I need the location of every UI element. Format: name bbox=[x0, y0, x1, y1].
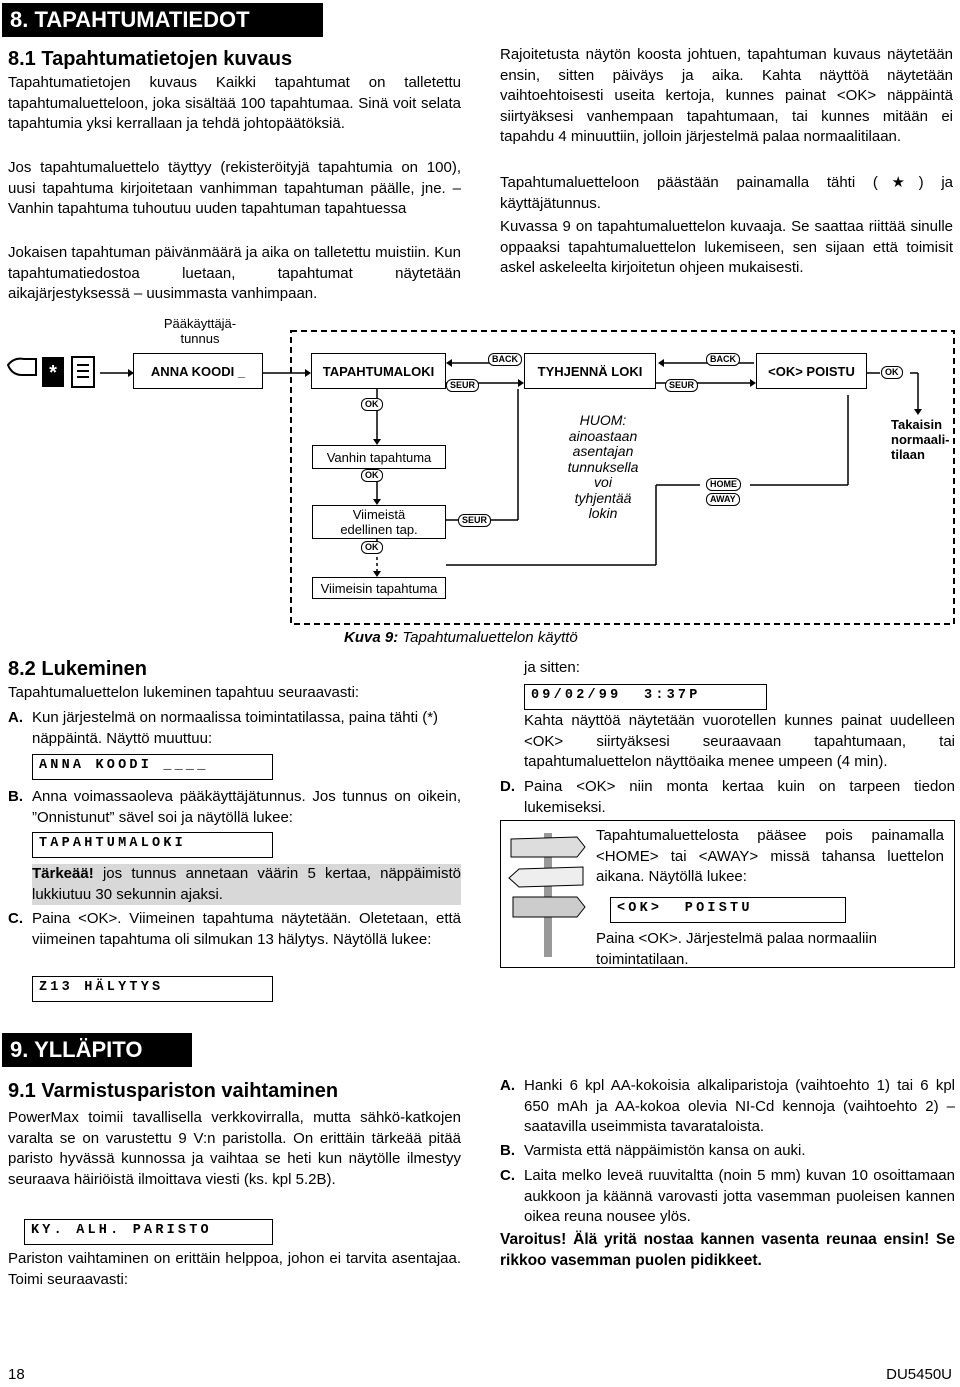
section-heading: 8. TAPAHTUMATIEDOT bbox=[2, 3, 323, 37]
document-code: DU5450U bbox=[886, 1366, 952, 1383]
flow-diagram bbox=[0, 305, 960, 645]
screen-tapahtumaloki: TAPAHTUMALOKI bbox=[311, 353, 446, 389]
screen-vanhin: Vanhin tapahtuma bbox=[312, 445, 446, 469]
back-key: BACK bbox=[706, 353, 740, 366]
step-text: Anna voimassaoleva pääkäyttäjätunnus. Jos tunnus on oikein, ”Onnistunut” sävel soi ja näytöllä lukee: bbox=[32, 788, 461, 826]
paragraph: Pariston vaihtaminen on erittäin helppoa, johon ei tarvita asentajaa. Toimi seuraavasti: bbox=[8, 1250, 461, 1288]
screen-viimeisin: Viimeisin tapahtuma bbox=[312, 577, 446, 599]
step-text: Paina <OK> niin monta kertaa kuin on tarpeen tiedon lukemiseksi. bbox=[524, 778, 955, 816]
warning-label: Tärkeää! bbox=[32, 865, 94, 882]
screen-ok-poistu: <OK> POISTU bbox=[756, 353, 867, 389]
keypad-hand-icon bbox=[8, 357, 94, 387]
ok-key: OK bbox=[881, 366, 903, 379]
screen-tyhjenna-loki: TYHJENNÄ LOKI bbox=[524, 353, 656, 389]
seur-key: SEUR bbox=[665, 379, 698, 392]
warning-note bbox=[32, 864, 461, 905]
step-label: C. bbox=[500, 1167, 515, 1184]
home-key: HOME bbox=[706, 478, 741, 491]
paragraph: Jos tapahtumaluettelo täyttyy (rekisteröityjä tapahtumia on 100), uusi tapahtuma kirjoitetaan vanhimman tapahtuman päälle, jne. – Vanhin tapahtuma tuhoutuu uuden tapahtuman tapahtuessa bbox=[8, 159, 461, 217]
lcd-display: <OK> POISTU bbox=[610, 897, 846, 923]
note-huom: HUOM: ainoastaan asentajan tunnuksella voi tyhjentää lokin bbox=[567, 412, 639, 521]
paragraph: Rajoitetusta näytön koosta johtuen, tapahtuman kuvaus näytetään ensin, sitten päiväys ja aika. Kahta näyttöä näytetään vaihtoehtoisesti useita kertoja, kunnes painat <OK> näppäintä siirtyäksesi vanhempaan tapahtumaan, tai kunnes mitään ei tapahdu 4 minuuttiin, jolloin järjestelmä palaa normaalitilaan. bbox=[500, 46, 953, 145]
exit-info-box bbox=[500, 820, 955, 968]
step-text: Laita melko leveä ruuvitaltta (noin 5 mm) kuvan 10 osoittamaan aukkoon ja käännä varovasti jotta vasemman puoleisen kannen oikea reuna nousee ylös. bbox=[524, 1167, 955, 1225]
ok-key: OK bbox=[361, 541, 383, 554]
seur-key: SEUR bbox=[446, 379, 479, 392]
step-label: B. bbox=[8, 788, 23, 805]
step-text: Kun järjestelmä on normaalissa toimintatilassa, paina tähti (*) näppäintä. Näyttö muuttuu: bbox=[32, 709, 439, 747]
subsection-heading: 8.2 Lukeminen bbox=[8, 658, 147, 680]
lcd-display: KY. ALH. PARISTO bbox=[24, 1219, 273, 1245]
page-number: 18 bbox=[8, 1366, 25, 1383]
lcd-display: Z13 HÄLYTYS bbox=[32, 976, 273, 1002]
warning-text: Varoitus! Älä yritä nostaa kannen vasenta reunaa ensin! Se rikkoo vasemman puolen pidikkeet. bbox=[500, 1231, 955, 1269]
paragraph: Tapahtumatietojen kuvaus Kaikki tapahtumat on talletettu tapahtumaluetteloon, joka sisältää 100 tapahtumaa. Sinä voit selata tapahtumia yksi kerrallaan ja tehdä johtopäätöksiä. bbox=[8, 74, 461, 132]
away-key: AWAY bbox=[706, 493, 740, 506]
master-code-label: Pääkäyttäjä- tunnus bbox=[163, 316, 237, 346]
lcd-display: TAPAHTUMALOKI bbox=[32, 832, 273, 858]
caption-label: Kuva 9: bbox=[344, 629, 399, 646]
screen-viimeista: Viimeistä edellinen tap. bbox=[312, 505, 446, 539]
subsection-heading: 9.1 Varmistuspariston vaihtaminen bbox=[8, 1080, 339, 1102]
step-label: A. bbox=[500, 1077, 515, 1094]
screen-anna-koodi: ANNA KOODI _ bbox=[133, 353, 263, 389]
exit-end-text: Paina <OK>. Järjestelmä palaa normaaliin toimintatilaan. bbox=[596, 930, 877, 968]
seur-key: SEUR bbox=[458, 514, 491, 527]
paragraph: ja sitten: bbox=[524, 659, 580, 676]
step-text: Paina <OK>. Viimeinen tapahtuma näytetään. Oletetaan, että viimeinen tapahtuma oli silmukan 13 hälytys. Näytöllä lukee: bbox=[32, 910, 461, 948]
step-label: A. bbox=[8, 709, 23, 726]
step-text: Hanki 6 kpl AA-kokoisia alkaliparistoja (vaihtoehto 1) tai 6 kpl 650 mAh ja AA-kokoa olevia NI-Cd kennoja (vaihtoehto 2) – saatavilla useimmista tavarataloista. bbox=[524, 1077, 955, 1135]
paragraph: Kuvassa 9 on tapahtumaluettelon kuvaaja. Se saattaa riittää sinulle oppaaksi tapahtumaluettelon lukemiseen, sen sijaan että toimisit askel askeleelta kirjoitetun ohjeen mukaisesti. bbox=[500, 218, 953, 276]
step-label: C. bbox=[8, 910, 23, 927]
back-key: BACK bbox=[488, 353, 522, 366]
lcd-display: 09/02/99 3:37P bbox=[524, 684, 767, 710]
signpost-icon bbox=[507, 827, 589, 959]
step-text: Varmista että näppäimistön kansa on auki. bbox=[524, 1142, 806, 1159]
svg-text:*: * bbox=[49, 362, 57, 384]
paragraph: Tapahtumaluetteloon päästään painamalla tähti (★) ja käyttäjätunnus. bbox=[500, 174, 953, 212]
step-label: D. bbox=[500, 778, 515, 795]
paragraph: Kahta näyttöä näytetään vuorotellen kunnes painat uudelleen <OK> siirtyäksesi seuraavaan tapahtumaan, tai tapahtumaluettelon näyttöaika menee umpeen (4 min). bbox=[524, 712, 955, 770]
warning-text: jos tunnus annetaan väärin 5 kertaa, näppäimistö lukkiutuu 30 sekunnin ajaksi. bbox=[32, 865, 461, 903]
ok-key: OK bbox=[361, 469, 383, 482]
ok-key: OK bbox=[361, 398, 383, 411]
figure-caption bbox=[344, 629, 578, 646]
paragraph: PowerMax toimii tavallisella verkkovirralla, mutta sähkö-katkojen varalta se on varustettu 9 V:n paristolla. On erittäin tärkeää pitää paristo hyvässä kunnossa ja vaihtaa se heti kun näytölle ilmestyy seuraava häiriöistä ilmoittava viesti (ks. kpl 5.2B). bbox=[8, 1109, 461, 1188]
takaisin-label: Takaisin normaali- tilaan bbox=[891, 417, 950, 462]
subsection-heading: 8.1 Tapahtumatietojen kuvaus bbox=[8, 48, 293, 70]
section-heading: 9. YLLÄPITO bbox=[2, 1033, 192, 1067]
step-label: B. bbox=[500, 1142, 515, 1159]
caption-text: Tapahtumaluettelon käyttö bbox=[398, 629, 578, 646]
lcd-display: ANNA KOODI ____ bbox=[32, 754, 273, 780]
paragraph: Tapahtumaluettelon lukeminen tapahtuu seuraavasti: bbox=[8, 684, 360, 701]
exit-text: Tapahtumaluettelosta pääsee pois painamalla <HOME> tai <AWAY> missä tahansa luettelon aikana. Näytöllä lukee: bbox=[596, 827, 944, 885]
paragraph: Jokaisen tapahtuman päivänmäärä ja aika on talletettu muistiin. Kun tapahtumatiedostoa luetaan, tapahtumat näytetään aikajärjestyksessä – uusimmasta vanhimpaan. bbox=[8, 244, 461, 302]
